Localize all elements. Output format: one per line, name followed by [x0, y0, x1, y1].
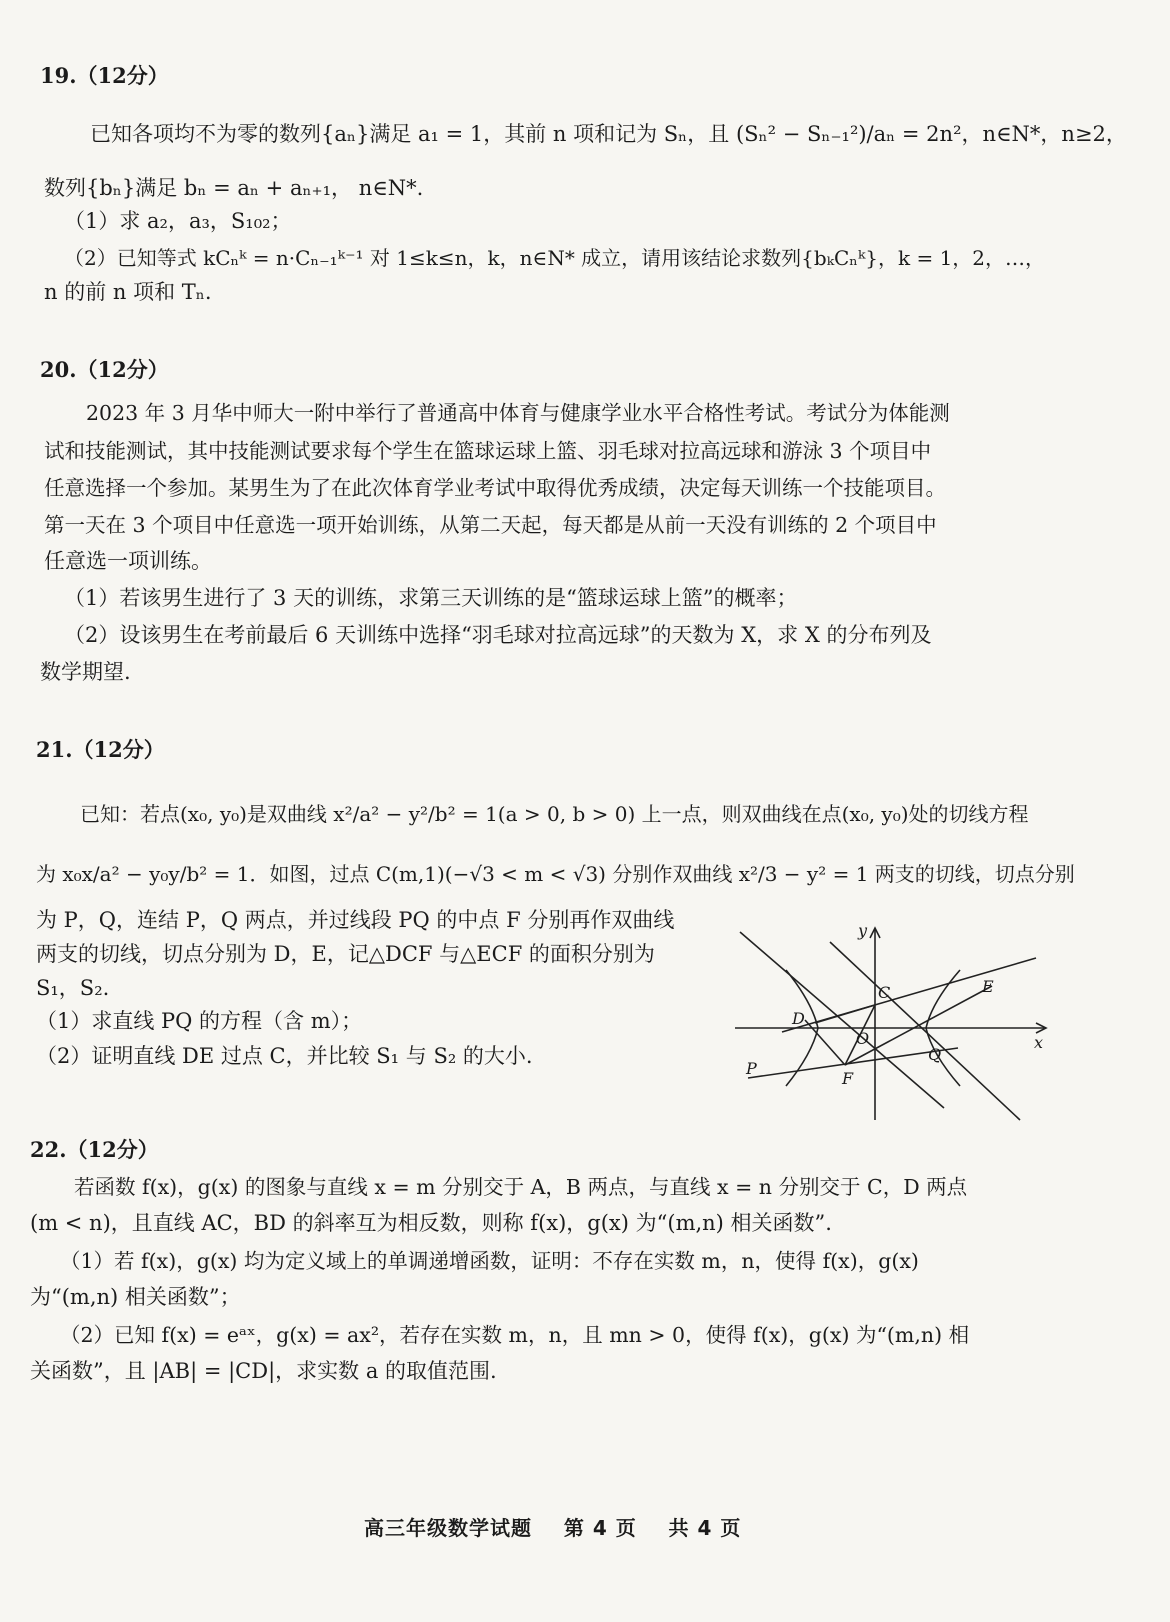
label-f: F	[842, 1069, 854, 1088]
q22-part-2-cont: 关函数”，且 |AB| = |CD|，求实数 a 的取值范围.	[30, 1359, 497, 1383]
q19-part-1: （1）求 a₂，a₃，S₁₀₂；	[64, 209, 292, 233]
q21-line-3: 为 P，Q，连结 P，Q 两点，并过线段 PQ 的中点 F 分别再作双曲线	[36, 908, 675, 932]
q19-line-1: 已知各项均不为零的数列{aₙ}满足 a₁ = 1，其前 n 项和记为 Sₙ，且 (Sₙ² − Sₙ₋₁²)/aₙ = 2n²，n∈N*，n≥2，	[90, 122, 1127, 146]
q20-part-2: （2）设该男生在考前最后 6 天训练中选择“羽毛球对拉高远球”的天数为 X，求 X 的分布列及	[64, 623, 932, 647]
question-22	[0, 1120, 1170, 1383]
q20-line-5: 任意选一项训练。	[44, 549, 212, 573]
label-x: x	[1034, 1033, 1044, 1052]
q20-line-3: 任意选择一个参加。某男生为了在此次体育学业考试中取得优秀成绩，决定每天训练一个技能项目。	[44, 476, 946, 500]
q20-line-4: 第一天在 3 个项目中任意选一项开始训练，从第二天起，每天都是从前一天没有训练的 2 个项目中	[44, 513, 937, 537]
question-20	[0, 340, 1170, 684]
label-c: C	[878, 983, 891, 1002]
page-footer: 高三年级数学试题 第 4 页 共 4 页	[364, 1516, 742, 1540]
q21-header: 21.（12分）	[36, 737, 165, 762]
tangent-line-fd	[805, 1020, 845, 1065]
q21-line-2: 为 x₀x/a² − y₀y/b² = 1．如图，过点 C(m,1)(−√3 < m < √3) 分别作双曲线 x²/3 − y² = 1 两支的切线，切点分别	[36, 862, 1075, 886]
hyperbola-figure	[720, 920, 1050, 1130]
q22-line-1: 若函数 f(x)，g(x) 的图象与直线 x = m 分别交于 A，B 两点，与直线 x = n 分别交于 C，D 两点	[74, 1175, 968, 1199]
q21-part-2: （2）证明直线 DE 过点 C，并比较 S₁ 与 S₂ 的大小.	[36, 1044, 533, 1068]
q20-part-2-cont: 数学期望.	[40, 660, 131, 684]
segment-dc	[815, 1005, 875, 1023]
q19-header: 19.（12分）	[40, 63, 169, 88]
label-p: P	[746, 1059, 757, 1078]
q22-part-1-cont: 为“(m,n) 相关函数”；	[30, 1285, 241, 1309]
q22-header: 22.（12分）	[30, 1137, 159, 1162]
q20-part-1: （1）若该男生进行了 3 天的训练，求第三天训练的是“篮球运球上篮”的概率；	[64, 586, 798, 610]
q21-part-1: （1）求直线 PQ 的方程（含 m）；	[36, 1009, 363, 1033]
label-e: E	[982, 977, 994, 996]
q20-line-1: 2023 年 3 月华中师大一附中举行了普通高中体育与健康学业水平合格性考试。考试分为体能测	[86, 401, 950, 425]
label-d: D	[792, 1009, 805, 1028]
q20-line-2: 试和技能测试，其中技能测试要求每个学生在篮球运球上篮、羽毛球对拉高远球和游泳 3 个项目中	[44, 439, 932, 463]
label-o: O	[856, 1029, 870, 1048]
q19-part-2: （2）已知等式 kCₙᵏ = n·Cₙ₋₁ᵏ⁻¹ 对 1≤k≤n，k，n∈N* 成立，请用该结论求数列{bₖCₙᵏ}，k = 1，2，…，	[64, 246, 1046, 270]
q22-part-1: （1）若 f(x)，g(x) 均为定义域上的单调递增函数，证明：不存在实数 m，n，使得 f(x)，g(x)	[60, 1249, 919, 1273]
question-19	[0, 0, 1170, 310]
question-21	[0, 720, 1170, 1130]
q22-line-2: (m < n)，且直线 AC，BD 的斜率互为相反数，则称 f(x)，g(x) 为“(m,n) 相关函数”.	[30, 1211, 832, 1235]
q19-line-2: 数列{bₙ}满足 bₙ = aₙ + aₙ₊₁， n∈N*.	[44, 176, 424, 200]
label-y: y	[858, 921, 868, 940]
q20-header: 20.（12分）	[40, 357, 169, 382]
q19-part-2-cont: n 的前 n 项和 Tₙ.	[44, 280, 212, 304]
q21-line-4: 两支的切线，切点分别为 D，E，记△DCF 与△ECF 的面积分别为	[36, 942, 655, 966]
q21-line-5: S₁，S₂.	[36, 976, 110, 1000]
label-q: Q	[928, 1045, 942, 1064]
q22-part-2: （2）已知 f(x) = eᵃˣ，g(x) = ax²，若存在实数 m，n，且 mn > 0，使得 f(x)，g(x) 为“(m,n) 相	[60, 1323, 970, 1347]
q21-line-1: 已知：若点(x₀, y₀)是双曲线 x²/a² − y²/b² = 1(a > 0, b > 0) 上一点，则双曲线在点(x₀, y₀)处的切线方程	[80, 802, 1029, 826]
